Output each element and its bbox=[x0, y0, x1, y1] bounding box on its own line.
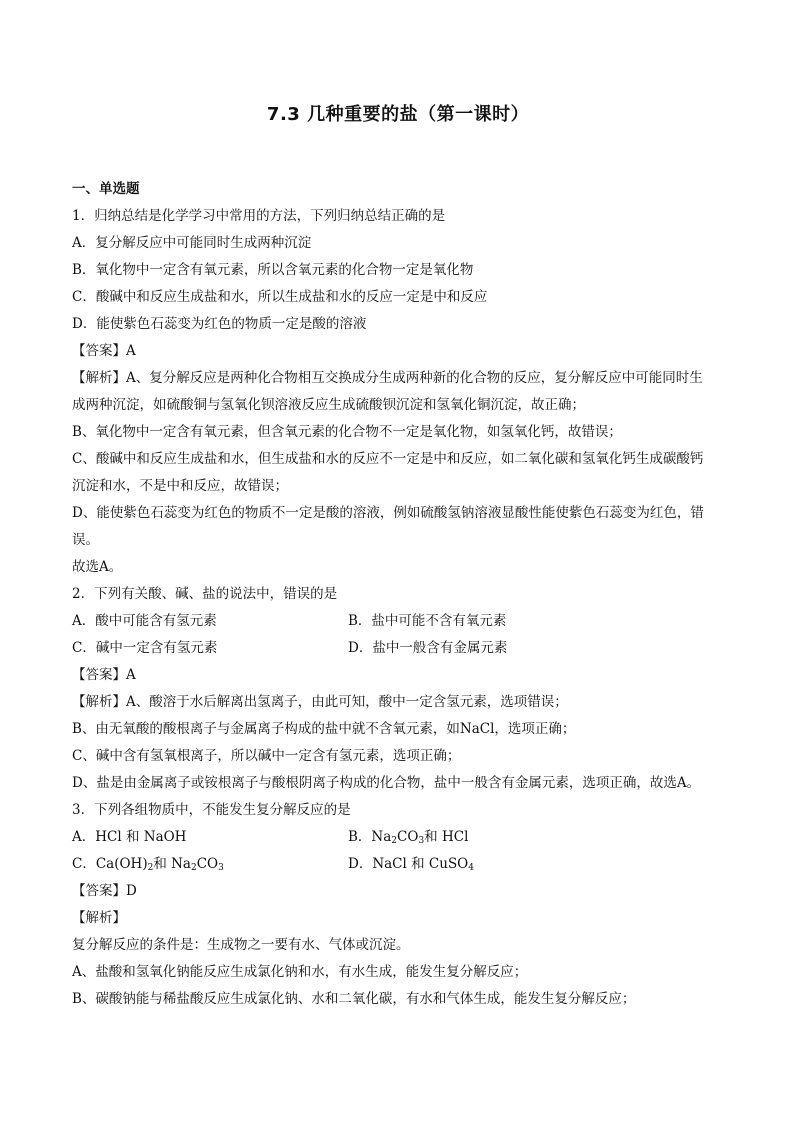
q3-answer: 【答案】D bbox=[72, 883, 137, 899]
q3-option-c-text: 和 Na bbox=[153, 856, 191, 872]
subscript: 2 bbox=[190, 863, 197, 873]
q2-option-b: B．盐中可能不含有氧元素 bbox=[348, 613, 507, 629]
q1-answer: 【答案】A bbox=[72, 343, 136, 359]
q3-explanation-line: B、碳酸钠能与稀盐酸反应生成氯化钠、水和二氧化碳，有水和气体生成，能发生复分解反应； bbox=[72, 991, 636, 1007]
q1-explanation-line: 【解析】A、复分解反应是两种化合物相互交换成分生成两种新的化合物的反应，复分解反应中可能同时生 bbox=[72, 370, 703, 386]
q2-answer: 【答案】A bbox=[72, 667, 136, 683]
q3-stem: 3．下列各组物质中，不能发生复分解反应的是 bbox=[72, 802, 351, 818]
q3-option-b-text: B．Na bbox=[348, 829, 392, 845]
q1-option-c: C．酸碱中和反应生成盐和水，所以生成盐和水的反应一定是中和反应 bbox=[72, 289, 488, 305]
q1-stem: 1．归纳总结是化学学习中常用的方法，下列归纳总结正确的是 bbox=[72, 208, 446, 224]
q3-explanation-heading: 【解析】 bbox=[72, 910, 126, 926]
q3-option-a: A．HCl 和 NaOH bbox=[72, 829, 187, 845]
q1-explanation-line: B、氧化物中一定含有氧元素，但含氧元素的化合物不一定是氧化物，如氢氧化钙，故错误； bbox=[72, 424, 622, 440]
q1-option-b: B．氧化物中一定含有氧元素，所以含氧元素的化合物一定是氧化物 bbox=[72, 262, 474, 278]
q1-explanation-line: 沉淀和水，不是中和反应，故错误； bbox=[72, 478, 288, 494]
q1-explanation-line: 误。 bbox=[72, 532, 99, 548]
q2-explanation-line: D、盐是由金属离子或铵根离子与酸根阴离子构成的化合物，盐中一般含有金属元素，选项正确，故选A。 bbox=[72, 775, 701, 791]
q3-option-c-text: CO bbox=[196, 856, 219, 872]
subscript: 3 bbox=[218, 863, 224, 873]
document-body bbox=[72, 176, 724, 1013]
q3-options-row bbox=[72, 851, 724, 878]
q2-explanation-line: B、由无氧酸的酸根离子与金属离子构成的盐中就不含氧元素，如NaCl，选项正确； bbox=[72, 721, 576, 737]
q2-stem: 2．下列有关酸、碱、盐的说法中，错误的是 bbox=[72, 586, 338, 602]
q2-explanation-line: 【解析】A、酸溶于水后解离出氢离子，由此可知，酸中一定含氢元素，选项错误； bbox=[72, 694, 568, 710]
q2-option-a: A．酸中可能含有氢元素 bbox=[72, 613, 217, 629]
q1-option-a: A．复分解反应中可能同时生成两种沉淀 bbox=[72, 235, 312, 251]
q2-option-c: C．碱中一定含有氢元素 bbox=[72, 640, 218, 656]
q1-explanation-line: 成两种沉淀，如硫酸铜与氢氧化钡溶液反应生成硫酸钡沉淀和氢氧化铜沉淀，故正确； bbox=[72, 397, 585, 413]
q3-option-b-text: CO bbox=[397, 829, 419, 845]
q1-conclusion: 故选A。 bbox=[72, 559, 123, 575]
q3-explanation-line: 复分解反应的条件是：生成物之一要有水、气体或沉淀。 bbox=[72, 937, 410, 953]
q2-option-d: D．盐中一般含有金属元素 bbox=[348, 640, 508, 656]
q3-option-c bbox=[72, 851, 348, 878]
page-title: 7.3 几种重要的盐（第一课时） bbox=[266, 104, 530, 125]
q2-options-row bbox=[72, 608, 724, 635]
q3-option-b bbox=[348, 824, 624, 851]
q1-explanation-line: C、酸碱中和反应生成盐和水，但生成盐和水的反应不一定是中和反应，如二氧化碳和氢氧化钙生成碳酸钙 bbox=[72, 451, 704, 467]
section-heading: 一、单选题 bbox=[72, 181, 140, 197]
subscript: 3 bbox=[418, 836, 425, 846]
q3-option-c-text: C．Ca(OH) bbox=[72, 856, 148, 872]
subscript: 2 bbox=[147, 863, 154, 873]
subscript: 2 bbox=[391, 836, 398, 846]
q1-explanation-line: D、能使紫色石蕊变为红色的物质不一定是酸的溶液，例如硫酸氢钠溶液显酸性能使紫色石蕊变为红色，错 bbox=[72, 505, 704, 521]
q1-option-d: D．能使紫色石蕊变为红色的物质一定是酸的溶液 bbox=[72, 316, 367, 332]
subscript: 4 bbox=[468, 863, 474, 873]
q3-options-row bbox=[72, 824, 724, 851]
q3-option-d-text: D．NaCl 和 CuSO bbox=[348, 856, 469, 872]
q2-options-row bbox=[72, 635, 724, 662]
q2-explanation-line: C、碱中含有氢氧根离子，所以碱中一定含有氢元素，选项正确； bbox=[72, 748, 461, 764]
q3-option-b-text: 和 HCl bbox=[424, 829, 469, 845]
q3-option-d bbox=[348, 851, 624, 878]
q3-explanation-line: A、盐酸和氢氧化钠能反应生成氯化钠和水，有水生成，能发生复分解反应； bbox=[72, 964, 528, 980]
